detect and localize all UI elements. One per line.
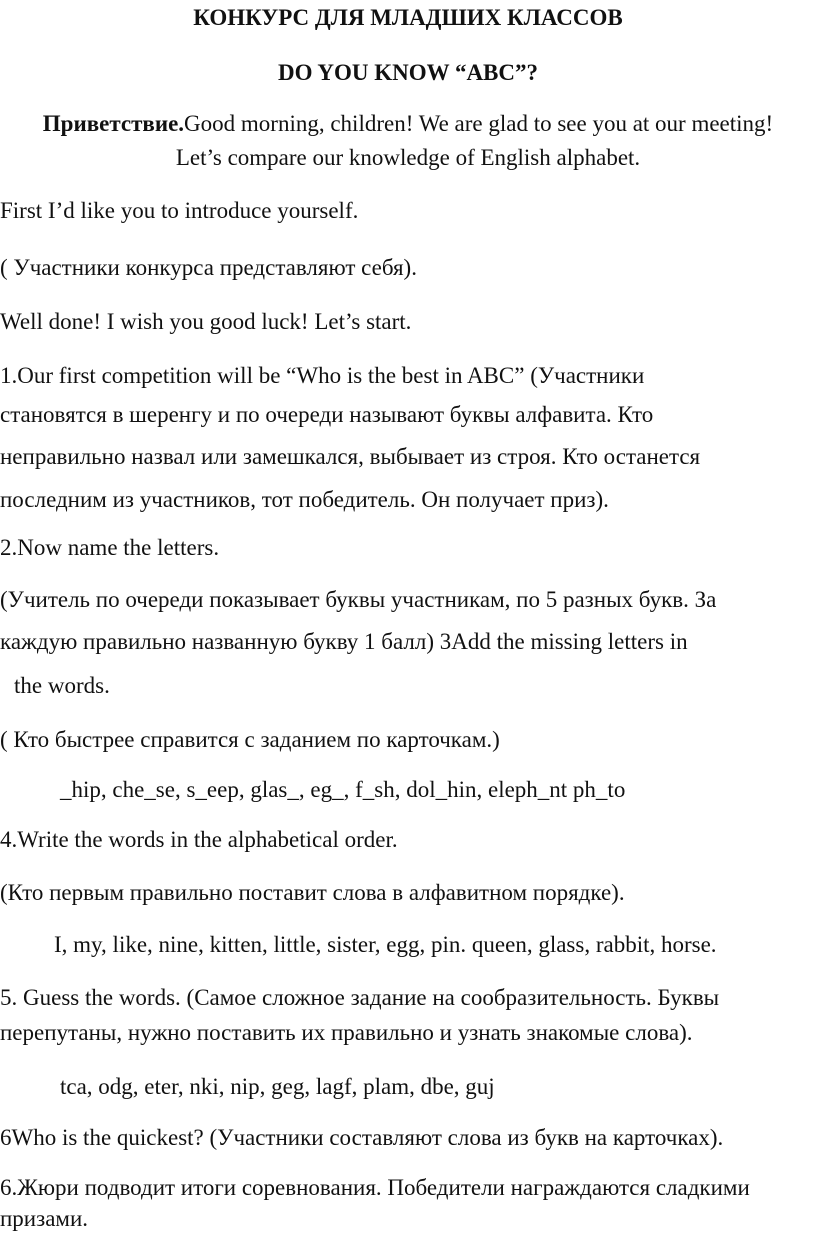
text-line: First I’d like you to introduce yourself. (0, 198, 359, 223)
text-line: перепутаны, нужно поставить их правильно и узнать знакомые слова). (0, 1020, 693, 1045)
text-line: the words. (14, 673, 110, 698)
text-line: 2.Now name the letters. (0, 535, 220, 560)
word-list: _hip, che_se, s_eep, glas_, eg_, f_sh, dol_hin, eleph_nt ph_to (60, 777, 626, 802)
greeting-text: Good morning, children! We are glad to see you at our meeting! (184, 111, 774, 136)
document-subtitle: DO YOU KNOW “ABC”? (277, 60, 539, 85)
document-title: КОНКУРС ДЛЯ МЛАДШИХ КЛАССОВ (193, 5, 623, 30)
greeting-line-2: Let’s compare our knowledge of English alphabet. (175, 145, 641, 170)
text-line: 5. Guess the words. (Самое сложное задание на сообразительность. Буквы (0, 985, 720, 1010)
text-line: каждую правильно названную букву 1 балл) 3Add the missing letters in (0, 629, 688, 654)
text-line: неправильно назвал или замешкался, выбывает из строя. Кто останется (0, 444, 701, 469)
text-line: ( Кто быстрее справится с заданием по карточкам.) (0, 727, 500, 752)
text-line: 1.Our first competition will be “Who is the best in ABC” (Участники (0, 363, 645, 388)
text-line: (Учитель по очереди показывает буквы участникам, по 5 разных букв. За (0, 587, 717, 612)
text-line: последним из участников, тот победитель. Он получает приз). (0, 487, 609, 512)
text-line: Well done! I wish you good luck! Let’s start. (0, 309, 412, 334)
text-line: ( Участники конкурса представляют себя). (0, 255, 417, 280)
text-line: 6Who is the quickest? (Участники составляют слова из букв на карточках). (0, 1125, 724, 1150)
greeting-label: Приветствие. (42, 111, 185, 136)
text-line: призами. (0, 1206, 89, 1231)
text-line: (Кто первым правильно поставит слова в алфавитном порядке). (0, 880, 625, 905)
greeting-paragraph (0, 110, 816, 138)
word-list: tca, odg, eter, nki, nip, geg, lagf, plam, dbe, guj (60, 1074, 495, 1099)
word-list: I, my, like, nine, kitten, little, sister, egg, pin. queen, glass, rabbit, horse. (54, 932, 717, 957)
text-line: 6.Жюри подводит итоги соревнования. Победители награждаются сладкими (0, 1175, 750, 1200)
text-line: 4.Write the words in the alphabetical order. (0, 827, 398, 852)
text-line: становятся в шеренгу и по очереди называют буквы алфавита. Кто (0, 402, 654, 427)
